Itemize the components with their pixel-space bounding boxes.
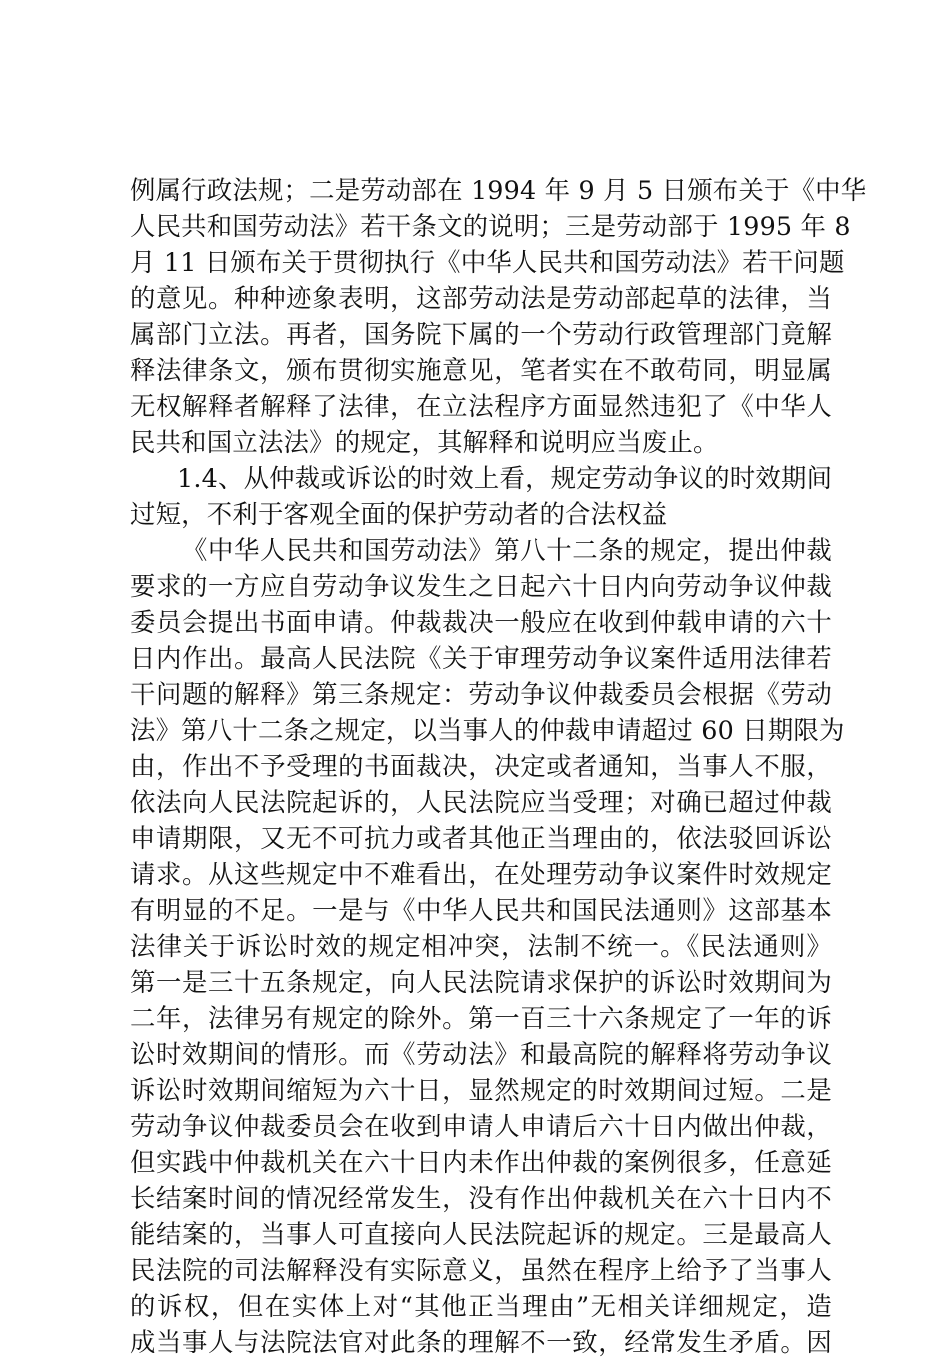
text-line: 二年，法律另有规定的除外。第一百三十六条规定了一年的诉 [130, 1003, 832, 1033]
text-line: 的诉权，但在实体上对“其他正当理由”无相关详细规定，造 [130, 1291, 832, 1321]
text-line: 人民共和国劳动法》若干条文的说明；三是劳动部于 1995 年 8 [130, 211, 851, 241]
text-line: 民共和国立法法》的规定，其解释和说明应当废止。 [130, 427, 719, 457]
text-line: 要求的一方应自劳动争议发生之日起六十日内向劳动争议仲裁 [130, 571, 832, 601]
text-line: 成当事人与法院法官对此条的理解不一致，经常发生矛盾。因 [130, 1327, 832, 1357]
text-line: 申请期限，又无不可抗力或者其他正当理由的，依法驳回诉讼 [130, 823, 832, 853]
text-line: 诉讼时效期间缩短为六十日，显然规定的时效期间过短。二是 [130, 1075, 832, 1105]
text-line: 属部门立法。再者，国务院下属的一个劳动行政管理部门竟解 [130, 319, 832, 349]
text-line: 无权解释者解释了法律，在立法程序方面显然违犯了《中华人 [130, 391, 832, 421]
text-line: 法律关于诉讼时效的规定相冲突，法制不统一。《民法通则》 [130, 931, 832, 961]
text-line: 长结案时间的情况经常发生，没有作出仲裁机关在六十日内不 [130, 1183, 832, 1213]
section-heading-line: 过短，不利于客观全面的保护劳动者的合法权益 [130, 499, 668, 529]
text-line: 委员会提出书面申请。仲裁裁决一般应在收到仲载申请的六十 [130, 607, 832, 637]
text-line: 例属行政法规；二是劳动部在 1994 年 9 月 5 日颁布关于《中华 [130, 175, 867, 205]
text-line: 劳动争议仲裁委员会在收到申请人申请后六十日内做出仲裁， [130, 1111, 832, 1141]
text-line: 《中华人民共和国劳动法》第八十二条的规定，提出仲裁 [182, 535, 832, 565]
text-line: 有明显的不足。一是与《中华人民共和国民法通则》这部基本 [130, 895, 832, 925]
text-line: 依法向人民法院起诉的，人民法院应当受理；对确已超过仲裁 [130, 787, 832, 817]
text-line: 的意见。种种迹象表明，这部劳动法是劳动部起草的法律，当 [130, 283, 832, 313]
text-line: 第一是三十五条规定，向人民法院请求保护的诉讼时效期间为 [130, 967, 832, 997]
section-heading-line: 1.4、从仲裁或诉讼的时效上看，规定劳动争议的时效期间 [177, 463, 833, 493]
text-line: 干问题的解释》第三条规定：劳动争议仲裁委员会根据《劳动 [130, 679, 832, 709]
text-line: 讼时效期间的情形。而《劳动法》和最高院的解释将劳动争议 [130, 1039, 832, 1069]
text-line: 法》第八十二条之规定，以当事人的仲裁申请超过 60 日期限为 [130, 715, 845, 745]
text-line: 日内作出。最高人民法院《关于审理劳动争议案件适用法律若 [130, 643, 832, 673]
text-line: 民法院的司法解释没有实际意义，虽然在程序上给予了当事人 [130, 1255, 832, 1285]
text-line: 释法律条文，颁布贯彻实施意见，笔者实在不敢苟同，明显属 [130, 355, 832, 385]
text-line: 请求。从这些规定中不难看出，在处理劳动争议案件时效规定 [130, 859, 832, 889]
text-line: 由，作出不予受理的书面裁决，决定或者通知，当事人不服， [130, 751, 832, 781]
text-line: 月 11 日颁布关于贯彻执行《中华人民共和国劳动法》若干问题 [130, 247, 845, 277]
text-line: 能结案的，当事人可直接向人民法院起诉的规定。三是最高人 [130, 1219, 832, 1249]
text-line: 但实践中仲裁机关在六十日内未作出仲裁的案例很多，任意延 [130, 1147, 832, 1177]
